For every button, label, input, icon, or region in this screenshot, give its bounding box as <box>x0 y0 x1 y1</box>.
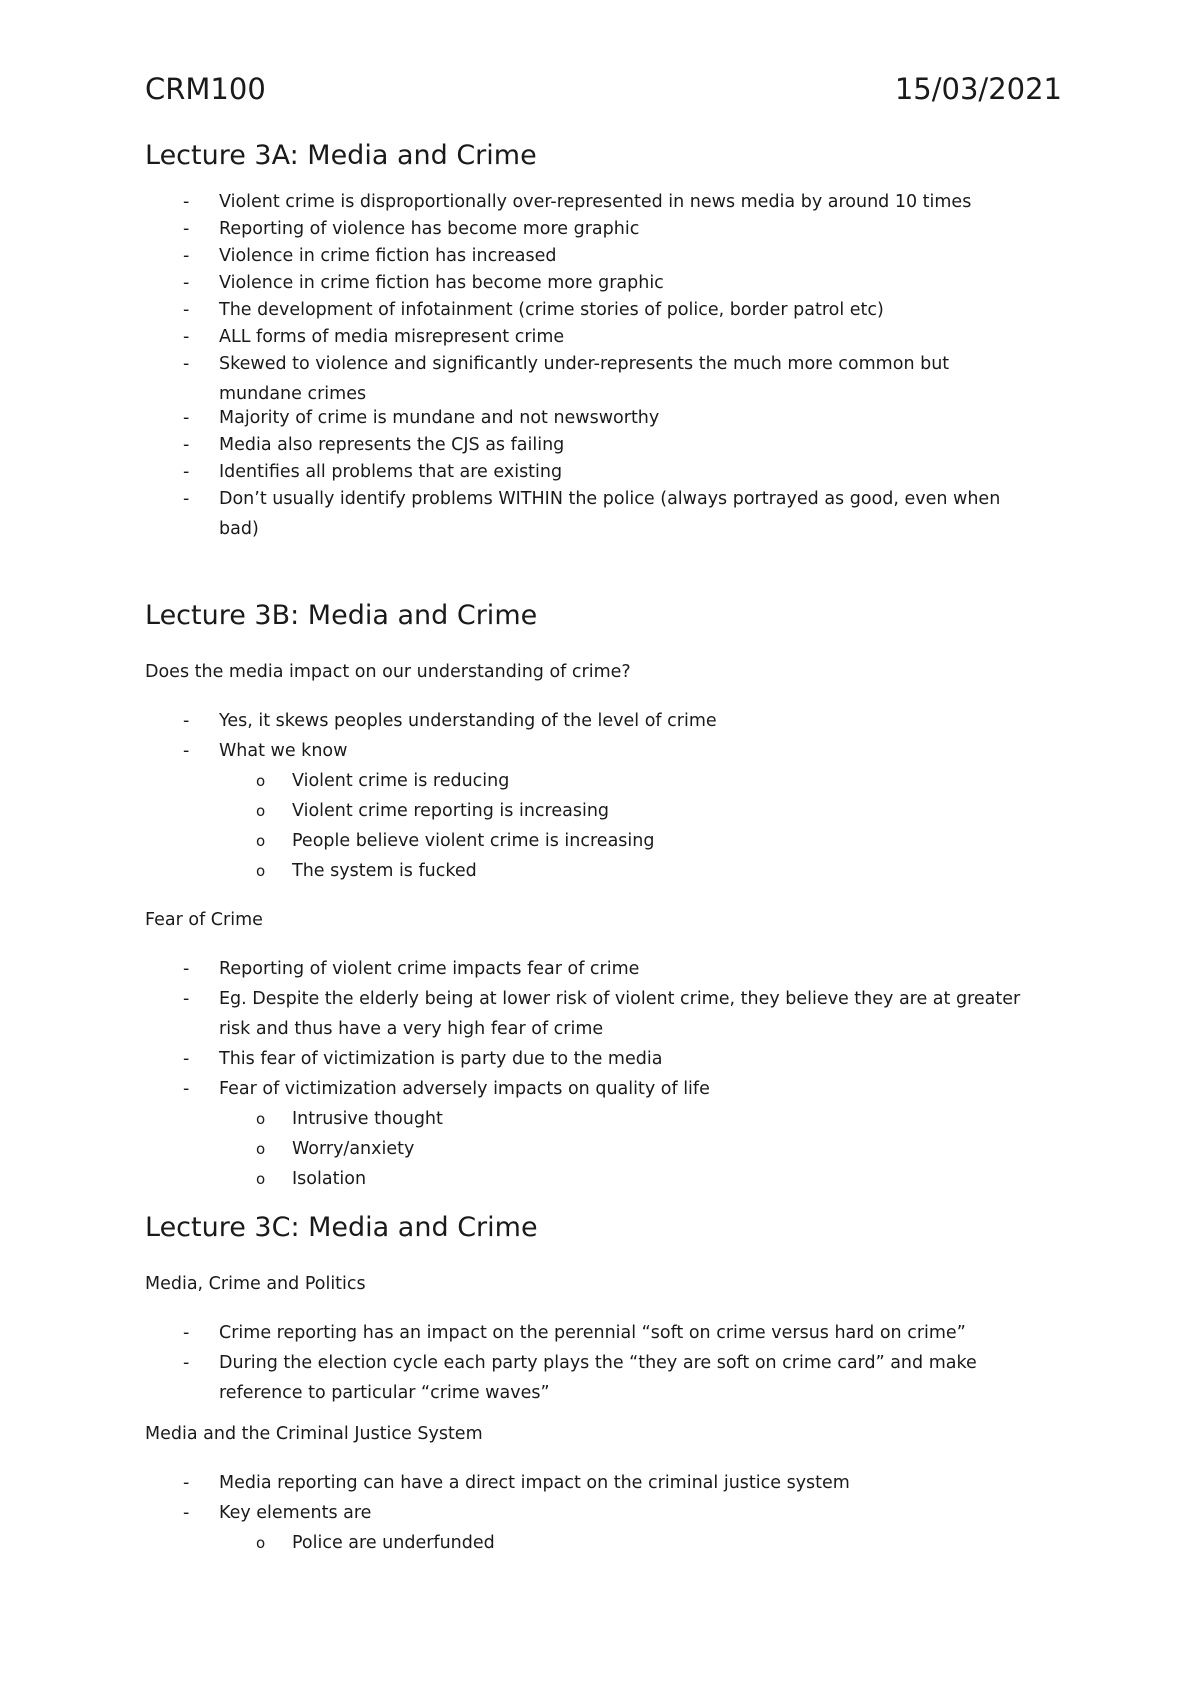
list-item: - Skewed to violence and significantly under-represents the much more common but mundane crimes <box>183 354 950 404</box>
paragraph: Media and the Criminal Justice System <box>145 1424 483 1444</box>
sub-list-item: o Police are underfunded <box>256 1533 495 1553</box>
list-item: - Crime reporting has an impact on the perennial “soft on crime versus hard on crime” <box>183 1323 966 1343</box>
paragraph: Fear of Crime <box>145 910 263 930</box>
sub-list-item: o Intrusive thought <box>256 1109 443 1129</box>
list-item: - Key elements are <box>183 1503 372 1523</box>
list-item: - Reporting of violent crime impacts fear of crime <box>183 959 640 979</box>
heading-3b: Lecture 3B: Media and Crime <box>145 600 538 631</box>
sub-list-item: o People believe violent crime is increasing <box>256 831 655 851</box>
paragraph: Media, Crime and Politics <box>145 1274 366 1294</box>
list-item: - Identifies all problems that are existing <box>183 462 563 482</box>
list-item: - Reporting of violence has become more graphic <box>183 219 640 239</box>
heading-3a: Lecture 3A: Media and Crime <box>145 140 537 171</box>
list-item: - Violence in crime fiction has increased <box>183 246 557 266</box>
list-item: - Media also represents the CJS as failing <box>183 435 565 455</box>
list-item: - Yes, it skews peoples understanding of the level of crime <box>183 711 717 731</box>
sub-list-item: o The system is fucked <box>256 861 477 881</box>
list-item: - Violence in crime fiction has become more graphic <box>183 273 664 293</box>
list-item: - Majority of crime is mundane and not newsworthy <box>183 408 660 428</box>
sub-list-item: o Violent crime reporting is increasing <box>256 801 610 821</box>
list-item: - This fear of victimization is party due to the media <box>183 1049 663 1069</box>
list-item: - Fear of victimization adversely impacts on quality of life <box>183 1079 710 1099</box>
list-item: - During the election cycle each party plays the “they are soft on crime card” and make reference to particular “crime waves” <box>183 1353 977 1403</box>
sub-list-item: o Worry/anxiety <box>256 1139 415 1159</box>
list-item: - What we know <box>183 741 348 761</box>
sub-list-item: o Violent crime is reducing <box>256 771 510 791</box>
course-code: CRM100 <box>145 72 266 106</box>
heading-3c: Lecture 3C: Media and Crime <box>145 1212 538 1243</box>
list-item: - The development of infotainment (crime stories of police, border patrol etc) <box>183 300 884 320</box>
sub-list-item: o Isolation <box>256 1169 367 1189</box>
list-item: - ALL forms of media misrepresent crime <box>183 327 565 347</box>
list-item: - Don’t usually identify problems WITHIN the police (always portrayed as good, even when bad) <box>183 489 1001 539</box>
date: 15/03/2021 <box>894 72 1062 106</box>
paragraph: Does the media impact on our understanding of crime? <box>145 662 631 682</box>
list-item: - Eg. Despite the elderly being at lower risk of violent crime, they believe they are at greater risk and thus have a very high fear of crime <box>183 989 1021 1039</box>
list-item: - Violent crime is disproportionally over-represented in news media by around 10 times <box>183 192 972 212</box>
list-item: - Media reporting can have a direct impact on the criminal justice system <box>183 1473 850 1493</box>
